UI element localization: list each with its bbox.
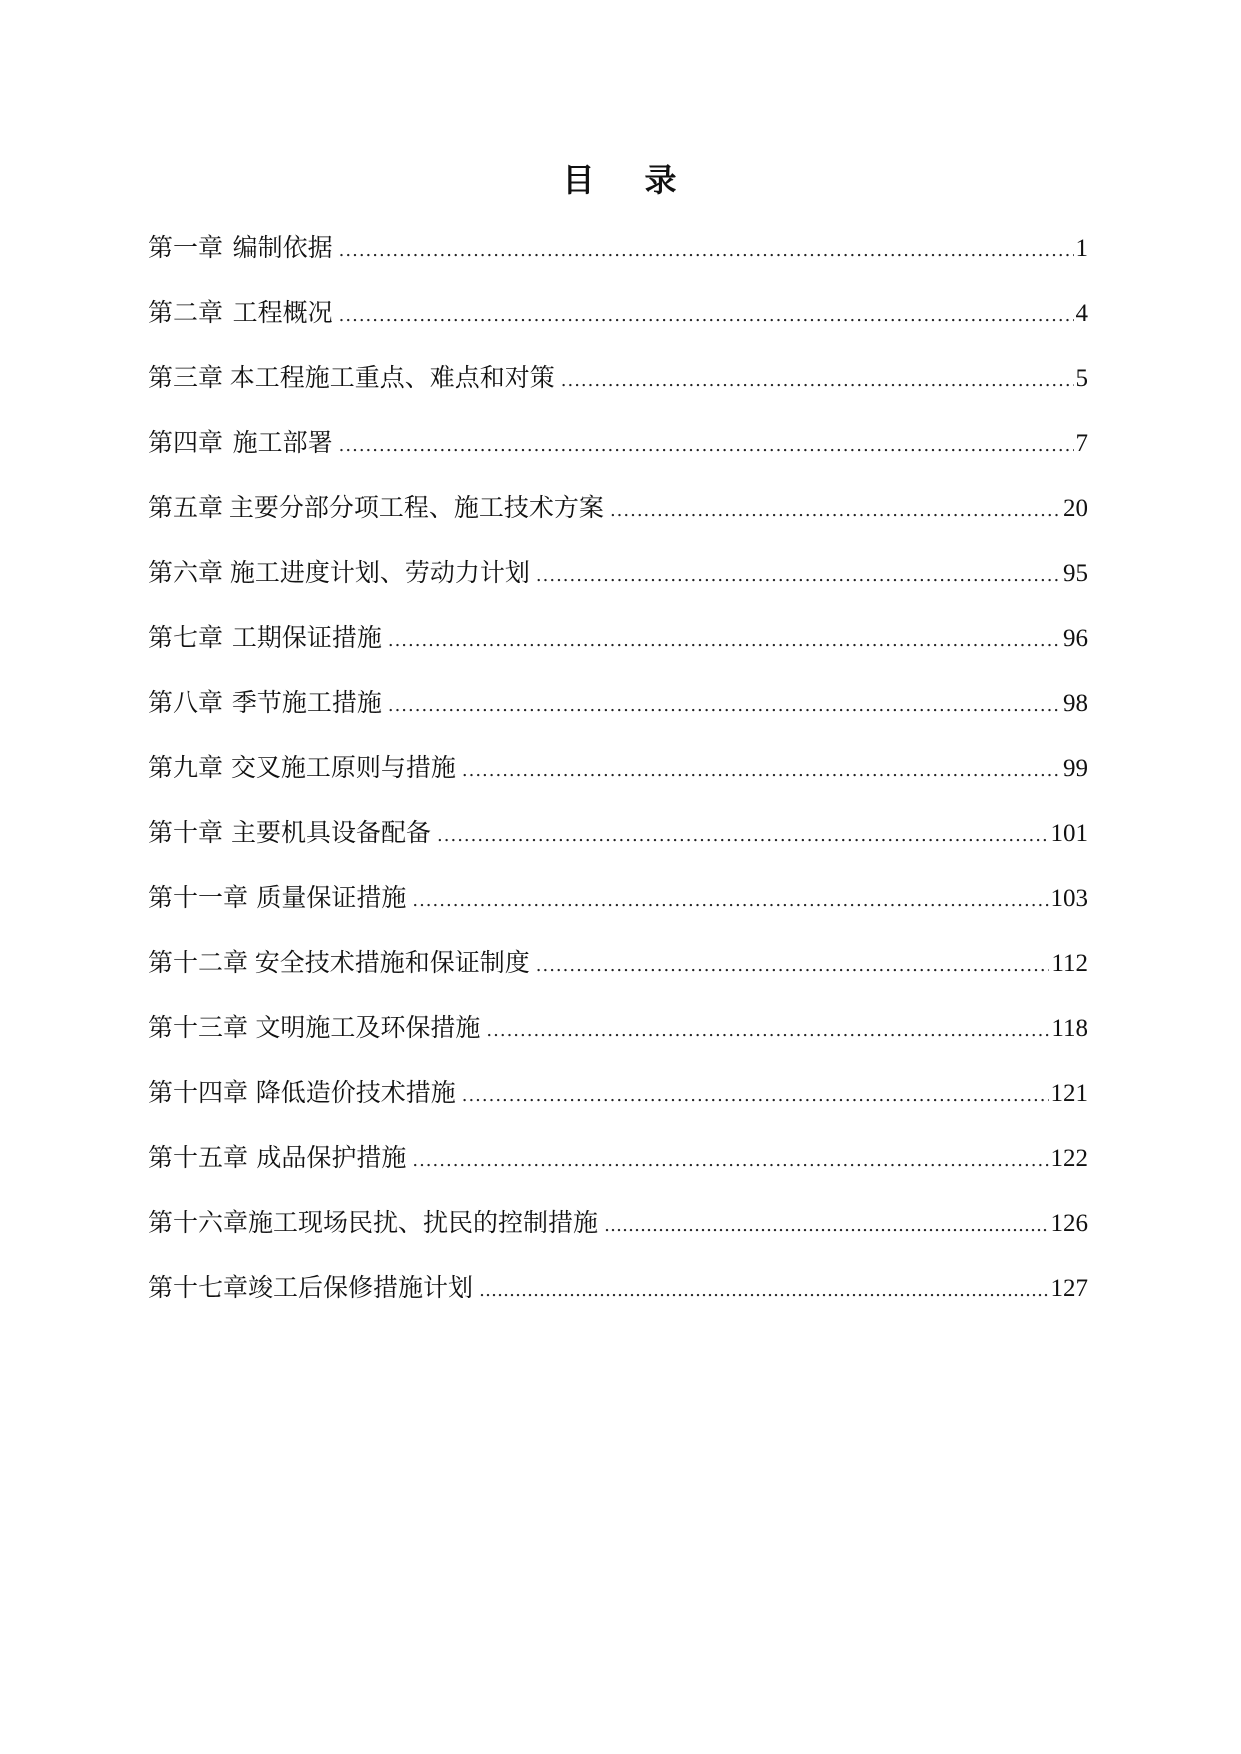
toc-chapter-title: 季节施工措施 (231, 688, 382, 717)
toc-entry[interactable] (148, 945, 1088, 1010)
toc-page-number: 122 (1050, 1145, 1088, 1172)
toc-dot-leader (339, 233, 1074, 269)
toc-chapter-title: 施工部署 (232, 428, 333, 457)
toc-chapter-title: 施工进度计划、劳动力计划 (229, 558, 530, 587)
toc-dot-leader (479, 1273, 1048, 1309)
toc-entry[interactable] (148, 230, 1088, 295)
toc-page-number: 127 (1050, 1275, 1088, 1302)
toc-dot-leader (536, 558, 1061, 594)
toc-dot-leader (561, 363, 1074, 399)
toc-entry[interactable] (148, 555, 1088, 620)
toc-entry[interactable] (148, 1205, 1088, 1270)
toc-chapter-title: 质量保证措施 (256, 883, 407, 912)
toc-chapter-title: 降低造价技术措施 (255, 1078, 456, 1107)
toc-dot-leader (412, 883, 1048, 919)
toc-dot-leader (437, 818, 1048, 854)
toc-chapter-title: 本工程施工重点、难点和对策 (229, 363, 555, 392)
toc-entry[interactable] (148, 1270, 1088, 1335)
toc-chapter-number: 第九章 (148, 753, 224, 782)
toc-chapter-number: 第十二章 (148, 948, 249, 977)
toc-entry[interactable] (148, 620, 1088, 685)
toc-dot-leader (486, 1013, 1049, 1049)
toc-entry[interactable] (148, 880, 1088, 945)
toc-page-number: 7 (1075, 430, 1088, 457)
toc-chapter-title: 编制依据 (232, 233, 333, 262)
toc-chapter-title: 主要机具设备配备 (231, 818, 432, 847)
toc-page-number: 112 (1051, 950, 1088, 977)
toc-page-number: 5 (1075, 365, 1088, 392)
toc-dot-leader (536, 948, 1050, 984)
toc-chapter-number: 第一章 (148, 233, 224, 262)
toc-entry[interactable] (148, 1075, 1088, 1140)
toc-title (0, 160, 1241, 200)
toc-chapter-title: 竣工后保修措施计划 (248, 1273, 474, 1302)
toc-chapter-number: 第五章 (148, 493, 224, 522)
toc-chapter-title: 安全技术措施和保证制度 (254, 948, 530, 977)
toc-chapter-number: 第十四章 (148, 1078, 249, 1107)
toc-dot-leader (388, 623, 1061, 659)
toc-chapter-number: 第十七章 (148, 1273, 249, 1302)
toc-title-char-1: 目 (562, 161, 597, 199)
toc-page-number: 103 (1050, 885, 1088, 912)
toc-title-char-2: 录 (644, 161, 679, 199)
toc-chapter-number: 第十一章 (148, 883, 249, 912)
toc-page-number: 126 (1050, 1210, 1088, 1237)
toc-dot-leader (339, 428, 1074, 464)
toc-chapter-number: 第四章 (148, 428, 224, 457)
toc-entry[interactable] (148, 360, 1088, 425)
toc-dot-leader (462, 1078, 1049, 1114)
toc-page-number: 1 (1075, 235, 1088, 262)
toc-chapter-title: 工程概况 (232, 298, 333, 327)
toc-chapter-title: 交叉施工原则与措施 (230, 753, 456, 782)
toc-list (148, 230, 1088, 1335)
toc-entry[interactable] (148, 815, 1088, 880)
toc-page-number: 4 (1075, 300, 1088, 327)
toc-page-number: 121 (1050, 1080, 1088, 1107)
toc-dot-leader (388, 688, 1061, 724)
toc-page-number: 20 (1063, 495, 1088, 522)
toc-dot-leader (462, 753, 1061, 789)
toc-page-number: 98 (1063, 690, 1088, 717)
toc-chapter-title: 施工现场民扰、扰民的控制措施 (248, 1208, 599, 1237)
toc-chapter-number: 第十五章 (148, 1143, 249, 1172)
toc-entry[interactable] (148, 685, 1088, 750)
toc-page-number: 99 (1063, 755, 1088, 782)
toc-dot-leader (339, 298, 1074, 334)
toc-page-number: 95 (1063, 560, 1088, 587)
toc-chapter-number: 第六章 (148, 558, 224, 587)
toc-entry[interactable] (148, 1010, 1088, 1075)
toc-dot-leader (604, 1208, 1048, 1244)
toc-chapter-title: 主要分部分项工程、施工技术方案 (228, 493, 604, 522)
toc-chapter-number: 第七章 (148, 623, 224, 652)
toc-chapter-number: 第十三章 (148, 1013, 249, 1042)
toc-dot-leader (610, 493, 1061, 529)
toc-entry[interactable] (148, 750, 1088, 815)
toc-dot-leader (412, 1143, 1048, 1179)
toc-chapter-number: 第二章 (148, 298, 224, 327)
toc-chapter-number: 第三章 (148, 363, 224, 392)
toc-chapter-number: 第十章 (148, 818, 224, 847)
toc-chapter-title: 文明施工及环保措施 (255, 1013, 481, 1042)
toc-chapter-title: 成品保护措施 (256, 1143, 407, 1172)
toc-chapter-number: 第八章 (148, 688, 224, 717)
toc-page-number: 96 (1063, 625, 1088, 652)
toc-entry[interactable] (148, 1140, 1088, 1205)
toc-page-number: 101 (1050, 820, 1088, 847)
toc-chapter-title: 工期保证措施 (231, 623, 382, 652)
toc-chapter-number: 第十六章 (148, 1208, 249, 1237)
toc-entry[interactable] (148, 490, 1088, 555)
toc-page-number: 118 (1051, 1015, 1088, 1042)
toc-entry[interactable] (148, 425, 1088, 490)
toc-entry[interactable] (148, 295, 1088, 360)
